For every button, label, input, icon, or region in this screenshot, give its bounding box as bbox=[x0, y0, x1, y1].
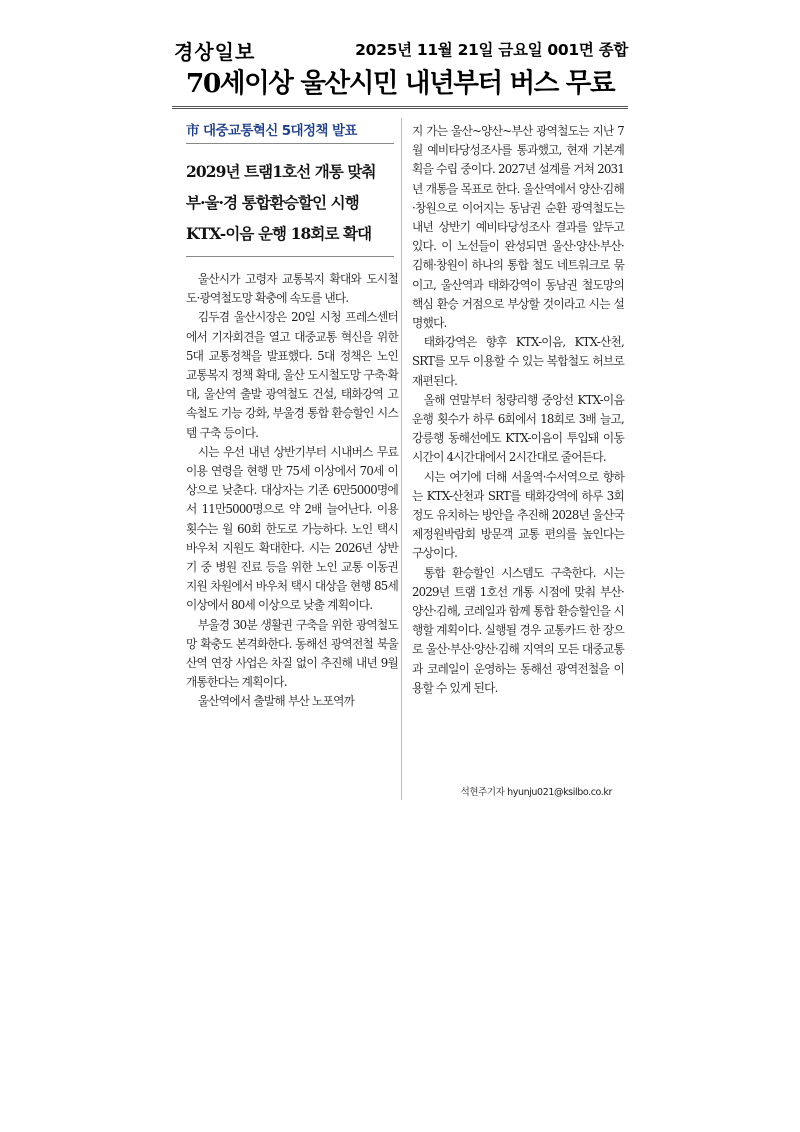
body-paragraph: 올해 연말부터 청량리행 중앙선 KTX-이음 운행 횟수가 하루 6회에서 18회로 3배 늘고, 강릉행 동해선에도 KTX-이음이 투입돼 이동시간이 4시간대에서 2시간대로 줄어든다. bbox=[412, 392, 624, 465]
body-paragraph: 지 가는 울산~양산~부산 광역철도는 지난 7월 예비타당성조사를 통과했고, 현재 기본계획을 수립 중이다. 2027년 설계를 거쳐 2031년 개통을 목표로 한다. 울산역에서 양산·김해·창원으로 이어지는 동남권 순환 광역철도는 내년 상반기 예비타당성조사 결과를 앞두고 있다. 이 노선들이 완성되면 울산·양산·부산·김해·창원이 하나의 통합 철도 네트워크로 묶이고, 울산역과 태화강역이 동남권 철도망의 핵심 환승 거점으로 부상할 것이라고 시는 설명했다. bbox=[412, 124, 624, 331]
body-paragraph: 시는 여기에 더해 서울역·수서역으로 향하는 KTX-산천과 SRT를 태화강역에 하루 3회 정도 유치하는 방안을 추진해 2028년 울산국제정원박람회 방문객 교통 편의를 높인다는 구상이다. bbox=[412, 469, 624, 561]
body-paragraph: 시는 우선 내년 상반기부터 시내버스 무료 이용 연령을 현행 만 75세 이상에서 70세 이상으로 낮춘다. 대상자는 기존 6만5000명에서 11만5000명으로 약 2배 늘어난다. 이용 횟수는 월 60회 한도로 가능하다. 노인 택시 바우처 지원도 확대한다. 시는 2026년 상반기 중 병원 진료 등을 위한 노인 교통 이동권 지원 차원에서 바우처 택시 대상을 현행 85세 이상에서 80세 이상으로 낮출 계획이다. bbox=[186, 444, 398, 613]
body-paragraph: 울산역에서 출발해 부산 노포역까 bbox=[197, 694, 355, 709]
subhead-rule bbox=[186, 256, 394, 257]
newspaper-name: 경상일보 bbox=[174, 40, 256, 64]
body-paragraph: 김두겸 울산시장은 20일 시청 프레스센터에서 기자회견을 열고 대중교통 혁신을 위한 5대 교통정책을 발표했다. 5대 정책은 노인 교통복지 정책 확대, 울산 도시철도망 구축·확대, 울산역 출발 광역철도 건설, 태화강역 고속철도 기능 강화, 부울경 통합 환승할인 시스템 구축 등이다. bbox=[186, 310, 398, 440]
article-kicker: 市 대중교통혁신 5대정책 발표 bbox=[186, 123, 357, 139]
kicker-rule bbox=[186, 143, 394, 144]
reporter-byline: 석현주기자 hyunju021@ksilbo.co.kr bbox=[460, 787, 612, 798]
body-paragraph: 울산시가 고령자 교통복지 확대와 도시철도·광역철도망 확충에 속도를 낸다. bbox=[186, 272, 398, 306]
issue-date-page: 2025년 11월 21일 금요일 001면 종합 bbox=[355, 41, 628, 59]
masthead bbox=[172, 36, 628, 62]
headline-rule bbox=[172, 106, 628, 109]
subhead-line: 2029년 트램1호선 개통 맞춰 bbox=[186, 162, 376, 181]
subhead-line: KTX-이음 운행 18회로 확대 bbox=[186, 224, 372, 243]
article-subheads bbox=[186, 156, 400, 249]
article-column-right bbox=[412, 122, 624, 698]
article-headline: 70세이상 울산시민 내년부터 버스 무료 bbox=[185, 68, 615, 99]
article-column-left bbox=[186, 270, 398, 712]
body-paragraph: 태화강역은 향후 KTX-이음, KTX-산천, SRT를 모두 이용할 수 있는 복합철도 허브로 재편된다. bbox=[412, 335, 624, 388]
body-paragraph: 통합 환승할인 시스템도 구축한다. 시는 2029년 트램 1호선 개통 시점에 맞춰 부산·양산·김해, 코레일과 함께 통합 환승할인을 시행할 계획이다. 실행될 경우 교통카드 한 장으로 울산·부산·양산·김해 지역의 모든 대중교통과 코레일이 운영하는 동해선 광역전철을 이용할 수 있게 된다. bbox=[412, 565, 624, 695]
column-divider bbox=[401, 118, 402, 800]
subhead-line: 부·울·경 통합환승할인 시행 bbox=[186, 193, 359, 212]
body-paragraph: 부울경 30분 생활권 구축을 위한 광역철도망 확충도 본격화한다. 동해선 광역전철 북울산역 연장 사업은 차질 없이 추진해 내년 9월 개통한다는 계획이다. bbox=[186, 617, 398, 690]
